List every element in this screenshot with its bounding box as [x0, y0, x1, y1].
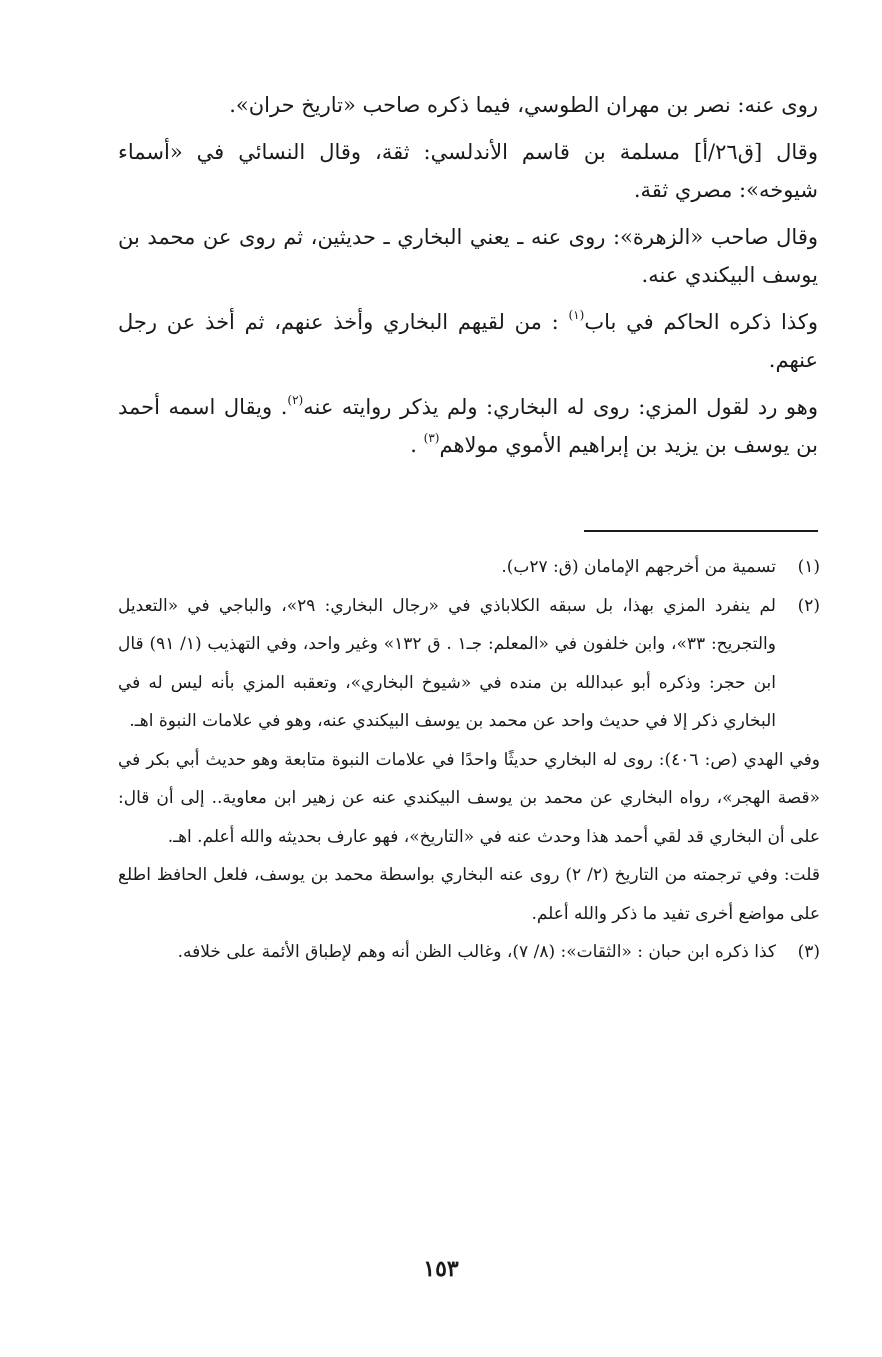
paragraph-5-text-b: . ويقال اسمه أحمد بن يوسف بن يزيد بن إبراهيم الأموي مولاهم — [118, 395, 818, 457]
footnote-3 — [118, 933, 820, 972]
main-text — [118, 86, 818, 473]
paragraph-1 — [118, 86, 818, 124]
footnote-1-number: (١) — [797, 557, 820, 577]
footnote-2-continued-c — [118, 856, 820, 933]
footnote-3-number: (٣) — [797, 942, 820, 962]
paragraph-2 — [118, 133, 818, 209]
paragraph-2-text: وقال [ق٢٦/أ] مسلمة بن قاسم الأندلسي: ثقة، وقال النسائي في «أسماء شيوخه»: مصري ثقة. — [118, 140, 818, 202]
footnote-ref-2: (٢) — [287, 393, 304, 407]
paragraph-3 — [118, 218, 818, 294]
footnote-ref-3: (٣) — [423, 431, 440, 445]
paragraph-4-text-b: : من لقيهم البخاري وأخذ عنهم، ثم أخذ عن رجل عنهم. — [118, 310, 818, 372]
footnotes — [118, 548, 820, 972]
paragraph-4 — [118, 303, 818, 379]
footnote-2-text-a: لم ينفرد المزي بهذا، بل سبقه الكلاباذي في «رجال البخاري: ٢٩»، والباجي في «التعديل والتجريح: ٣٣»، وابن خلفون في «المعلم: جـ١ . ق ١٣٢» وغير واحد، وفي التهذيب (١/ ٩١) قال ابن حجر: وذكره أبو عبدالله بن منده في «شيوخ البخاري»، وتعقبه المزي بأنه ليس له في البخاري ذكر إلا في حديث واحد عن محمد بن يوسف البيكندي عنه، وهو في علامات النبوة اهـ. — [118, 595, 776, 731]
footnote-1-text: تسمية من أخرجهم الإمامان (ق: ٢٧ب). — [501, 557, 776, 577]
footnote-3-text: كذا ذكره ابن حبان : «الثقات»: (٨/ ٧)، وغالب الظن أنه وهم لإطباق الأئمة على خلافه. — [177, 942, 776, 962]
paragraph-5 — [118, 388, 818, 464]
footnote-2-number: (٢) — [797, 595, 820, 616]
paragraph-3-text: وقال صاحب «الزهرة»: روى عنه ـ يعني البخاري ـ حديثين، ثم روى عن محمد بن يوسف البيكندي عنه. — [118, 225, 818, 287]
footnote-2 — [118, 587, 820, 741]
footnote-1 — [118, 548, 820, 587]
footnote-divider — [584, 530, 818, 532]
page-number: ١٥٣ — [423, 1256, 459, 1282]
footnote-2-text-b: وفي الهدي (ص: ٤٠٦): روى له البخاري حديثًا واحدًا في علامات النبوة متابعة وهو حديث أبي بكر في «قصة الهجر»، رواه البخاري عن محمد بن يوسف البيكندي عنه عن زهير ابن معاوية.. إلى أن قال: على أن البخاري قد لقي أحمد هذا وحدث عنه في «التاريخ»، فهو عارف بحديثه والله أعلم. اهـ. — [118, 749, 820, 847]
footnote-ref-1: (١) — [568, 308, 585, 322]
paragraph-5-text-c: . — [410, 433, 424, 457]
paragraph-5-text-a: وهو رد لقول المزي: روى له البخاري: ولم يذكر روايته عنه — [303, 395, 818, 419]
footnote-2-continued-b — [118, 741, 820, 857]
paragraph-1-text: روى عنه: نصر بن مهران الطوسي، فيما ذكره صاحب «تاريخ حران». — [229, 93, 818, 117]
paragraph-4-text-a: وكذا ذكره الحاكم في باب — [584, 310, 818, 334]
footnote-2-text-c: قلت: وفي ترجمته من التاريخ (٢/ ٢) روى عنه البخاري بواسطة محمد بن يوسف، فلعل الحافظ اطلع على مواضع أخرى تفيد ما ذكر والله أعلم. — [118, 865, 821, 924]
